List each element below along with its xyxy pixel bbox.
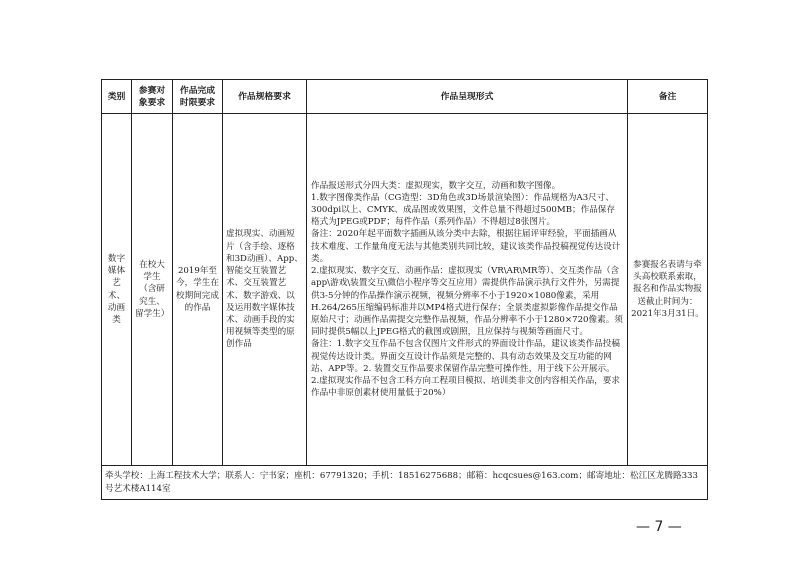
form-paragraph: 2.虚拟现实、数字交互、动画作品：虚拟现实（VR\AR\MR等）、交互类作品（含app\游戏\装置交互\微信小程序等交互应用）需提供作品演示执行文件外，另需提供3-5分钟的作品操作演示视频，视频分辨率不小于1920×1080像素，采用H.264/265压缩编码标准并以MP4格式进行保存；全景类虚拟影像作品提交作品原始尺寸；动画作品需提交完整作品视频，作品分辨率不小于1280×720像素。须同时提供5幅以上JPEG格式的截图或剧照，且应保持与视频等画面尺寸。 (311, 266, 623, 338)
cell-time: 2019年至今，学生在校期间完成的作品 (173, 114, 223, 466)
form-paragraph: 1.数字图像类作品（CG造型：3D角色或3D场景渲染图）：作品规格为A3尺寸、300dpi以上、CMYK、成品图或效果图，文件总量不得超过500MB；作品保存格式为JPEG或PDF；每件作品（系列作品）不得超过8张图片。 (311, 192, 615, 228)
table-row (102, 114, 708, 466)
cell-target: 在校大学生（含研究生、留学生） (132, 114, 173, 466)
header-form: 作品呈现形式 (307, 80, 628, 114)
form-paragraph: 作品报送形式分四大类：虚拟现实，数字交互，动画和数字图像。 (311, 180, 561, 191)
header-spec: 作品规格要求 (223, 80, 307, 114)
contact-info: 牵头学校：上海工程技术大学；联系人：宁书家；座机：67791320；手机：18516275688；邮箱：hcqcsues@163.com；邮寄地址：松江区龙腾路333号艺术楼A114室 (102, 466, 708, 500)
page-number: — 7 — (636, 519, 682, 535)
form-paragraph: 备注：2020年起平面数字插画从该分类中去除，根据往届评审经验，平面插画从技术难度、工作量角度无法与其他类别共同比较，建议该类作品投稿视觉传达设计类。 (311, 229, 621, 264)
competition-requirements-table (101, 79, 708, 500)
cell-category: 数字媒体艺术、动画类 (102, 114, 132, 466)
cell-form (307, 114, 628, 466)
contact-row (102, 466, 708, 500)
header-category: 类别 (102, 80, 132, 114)
form-paragraph: 2.虚拟现实作品不包含工科方向工程项目模拟、培训类非文创内容相关作品，要求作品中非原创素材使用量低于20%） (311, 375, 620, 399)
header-time: 作品完成时限要求 (173, 80, 223, 114)
form-paragraph: 备注：1.数字交互作品不包含仅图片文件形式的界面设计作品，建议该类作品投稿视觉传达设计类。界面交互设计作品须是完整的、具有动态效果及交互功能的网站、APP等。2. 装置交互作品要求保留作品完整可操作性，用于线下公开展示。 (311, 339, 620, 374)
table-header-row (102, 80, 708, 114)
cell-note: 参赛报名表请与牵头高校联系索取，报名和作品实物报送截止时间为：2021年3月31日。 (628, 114, 708, 466)
cell-spec: 虚拟现实、动画短片（含手绘、逐格和3D动画）、App、智能交互装置艺术、交互装置艺术、数字游戏、以及运用数字媒体技术、动画手段的实用视频等类型的原创作品 (223, 114, 307, 466)
header-target: 参赛对象要求 (132, 80, 173, 114)
header-note: 备注 (628, 80, 708, 114)
